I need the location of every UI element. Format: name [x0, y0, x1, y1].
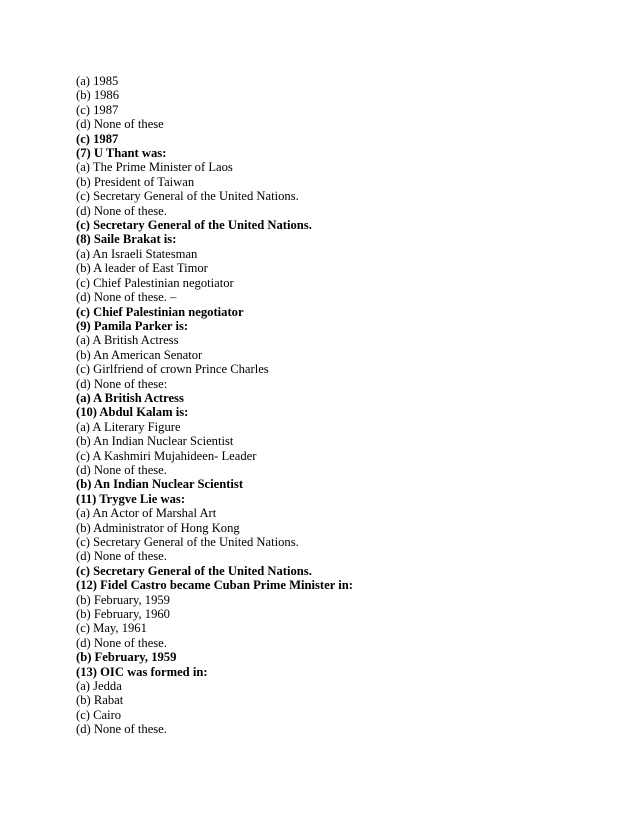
option-line: (b) President of Taiwan [76, 174, 195, 189]
question-heading: (7) U Thant was: [76, 146, 167, 161]
option-line: (c) Girlfriend of crown Prince Charles [76, 362, 269, 377]
answer-line: (b) February, 1959 [76, 650, 177, 665]
option-line: (d) None of these. [76, 549, 167, 564]
option-line: (d) None of these. [76, 462, 167, 477]
option-line: (a) An Israeli Statesman [76, 246, 198, 261]
option-line: (d) None of these. [76, 203, 167, 218]
option-line: (b) February, 1959 [76, 592, 170, 607]
answer-line: (c) Chief Palestinian negotiator [76, 304, 244, 319]
option-line: (c) 1987 [76, 102, 119, 117]
option-line: (c) Chief Palestinian negotiator [76, 275, 234, 290]
option-line: (d) None of these: [76, 376, 168, 391]
question-heading: (10) Abdul Kalam is: [76, 405, 189, 420]
option-line: (d) None of these. [76, 722, 167, 737]
answer-line: (c) Secretary General of the United Nations. [76, 563, 312, 578]
option-line: (c) May, 1961 [76, 621, 147, 636]
option-line: (b) 1986 [76, 88, 120, 103]
question-heading: (11) Trygve Lie was: [76, 491, 186, 506]
option-line: (b) Rabat [76, 693, 124, 708]
option-line: (c) Cairo [76, 707, 122, 722]
option-line: (a) An Actor of Marshal Art [76, 506, 217, 521]
option-line: (b) A leader of East Timor [76, 261, 208, 276]
option-line: (c) A Kashmiri Mujahideen- Leader [76, 448, 257, 463]
answer-line: (c) 1987 [76, 131, 119, 146]
option-line: (c) Secretary General of the United Nations. [76, 535, 299, 549]
answer-line: (a) A British Actress [76, 390, 184, 405]
option-line: (a) Jedda [76, 679, 122, 694]
question-list [76, 74, 596, 737]
option-line: (d) None of these. – [76, 290, 177, 305]
option-line: (a) A British Actress [76, 333, 179, 348]
option-line: (a) 1985 [76, 74, 119, 88]
option-line: (d) None of these. [76, 635, 167, 650]
question-heading: (8) Saile Brakat is: [76, 232, 177, 247]
option-line: (b) An Indian Nuclear Scientist [76, 434, 234, 449]
answer-line: (c) Secretary General of the United Nations. [76, 218, 312, 233]
option-line: (b) An American Senator [76, 347, 203, 362]
answer-line: (b) An Indian Nuclear Scientist [76, 477, 244, 492]
option-line: (a) The Prime Minister of Laos [76, 160, 233, 175]
option-line: (b) Administrator of Hong Kong [76, 520, 240, 535]
question-heading: (9) Pamila Parker is: [76, 318, 189, 333]
option-line: (a) A Literary Figure [76, 419, 181, 434]
question-heading: (13) OIC was formed in: [76, 664, 208, 679]
question-heading: (12) Fidel Castro became Cuban Prime Minister in: [76, 578, 353, 593]
option-line: (d) None of these [76, 117, 164, 132]
option-line: (b) February, 1960 [76, 607, 170, 622]
option-line: (c) Secretary General of the United Nations. [76, 189, 299, 204]
